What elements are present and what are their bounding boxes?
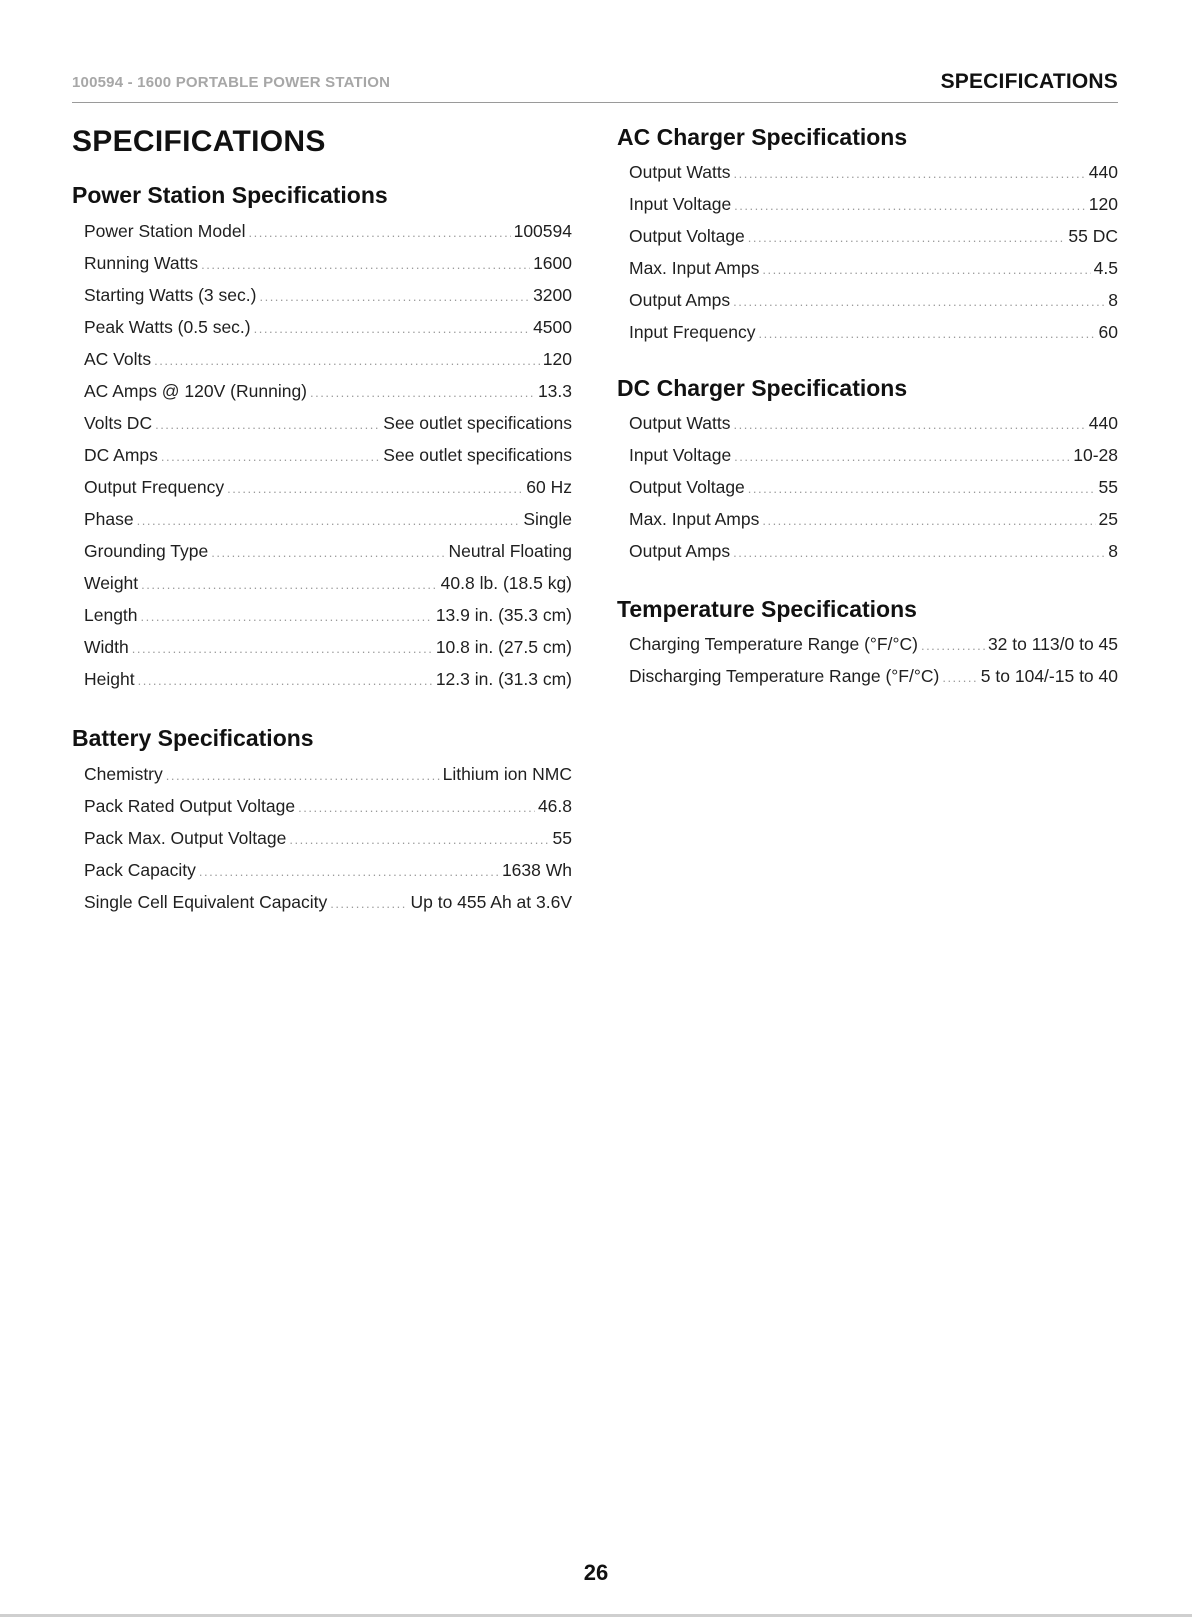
spec-value: 4.5 bbox=[1093, 258, 1118, 278]
chapter-title: SPECIFICATIONS bbox=[940, 70, 1118, 93]
spec-value: 5 to 104/-15 to 40 bbox=[980, 666, 1118, 686]
temperature-specifications bbox=[617, 594, 1118, 692]
dot-leader bbox=[733, 158, 1085, 190]
spec-value: 8 bbox=[1108, 290, 1118, 310]
dot-leader bbox=[227, 473, 523, 505]
dot-leader bbox=[141, 569, 438, 601]
spec-value: Lithium ion NMC bbox=[442, 764, 572, 784]
spec-label: Output Frequency bbox=[84, 477, 225, 497]
dot-leader bbox=[921, 630, 985, 662]
spec-row bbox=[84, 311, 572, 343]
dc-charger-specifications bbox=[617, 373, 1118, 567]
spec-row bbox=[84, 471, 572, 503]
spec-row bbox=[84, 247, 572, 279]
spec-row bbox=[629, 439, 1118, 471]
page-number: 26 bbox=[583, 1560, 609, 1585]
dot-leader bbox=[310, 377, 535, 409]
spec-row bbox=[84, 886, 572, 918]
spec-value: 60 bbox=[1098, 322, 1118, 342]
spec-value: Neutral Floating bbox=[448, 541, 572, 561]
spec-label: Max. Input Amps bbox=[629, 258, 760, 278]
spec-value: 13.9 in. (35.3 cm) bbox=[435, 605, 572, 625]
spec-row bbox=[84, 631, 572, 663]
spec-value: 440 bbox=[1088, 413, 1118, 433]
spec-row bbox=[84, 663, 572, 695]
dot-leader bbox=[161, 441, 380, 473]
spec-value: 60 Hz bbox=[526, 477, 572, 497]
spec-label: Single Cell Equivalent Capacity bbox=[84, 892, 328, 912]
dot-leader bbox=[254, 313, 530, 345]
spec-label: Height bbox=[84, 669, 135, 689]
spec-row bbox=[629, 156, 1118, 188]
spec-list bbox=[629, 628, 1118, 692]
spec-row bbox=[629, 284, 1118, 316]
dot-leader bbox=[199, 856, 499, 888]
power-station-specifications bbox=[72, 180, 572, 695]
spec-value: 40.8 lb. (18.5 kg) bbox=[440, 573, 572, 593]
dot-leader bbox=[762, 254, 1090, 286]
section-title: AC Charger Specifications bbox=[617, 124, 908, 150]
spec-value: 8 bbox=[1108, 541, 1118, 561]
dot-leader bbox=[141, 601, 433, 633]
spec-label: AC Volts bbox=[84, 349, 152, 369]
spec-value: 1600 bbox=[533, 253, 572, 273]
dot-leader bbox=[248, 217, 510, 249]
dot-leader bbox=[259, 281, 530, 313]
spec-label: Max. Input Amps bbox=[629, 509, 760, 529]
spec-label: AC Amps @ 120V (Running) bbox=[84, 381, 308, 401]
dot-leader bbox=[734, 190, 1086, 222]
spec-list bbox=[629, 407, 1118, 567]
spec-value: 1638 Wh bbox=[501, 860, 572, 880]
spec-row bbox=[84, 758, 572, 790]
spec-label: Pack Max. Output Voltage bbox=[84, 828, 287, 848]
spec-value: 120 bbox=[542, 349, 572, 369]
spec-label: Discharging Temperature Range (°F/°C) bbox=[629, 666, 940, 686]
spec-label: Charging Temperature Range (°F/°C) bbox=[629, 634, 918, 654]
dot-leader bbox=[762, 505, 1095, 537]
spec-row bbox=[84, 343, 572, 375]
spec-row bbox=[629, 535, 1118, 567]
dot-leader bbox=[138, 665, 433, 697]
document-title: 100594 - 1600 PORTABLE POWER STATION bbox=[72, 74, 391, 91]
dot-leader bbox=[289, 824, 549, 856]
spec-label: Running Watts bbox=[84, 253, 199, 273]
spec-value: 55 bbox=[1098, 477, 1118, 497]
spec-value: 55 DC bbox=[1068, 226, 1118, 246]
dot-leader bbox=[201, 249, 530, 281]
dot-leader bbox=[330, 888, 407, 920]
spec-row bbox=[629, 188, 1118, 220]
dot-leader bbox=[942, 662, 977, 694]
dot-leader bbox=[137, 505, 521, 537]
dot-leader bbox=[154, 345, 540, 377]
spec-row bbox=[84, 215, 572, 247]
section-title: Battery Specifications bbox=[72, 725, 314, 751]
left-column bbox=[72, 122, 572, 918]
spec-label: Peak Watts (0.5 sec.) bbox=[84, 317, 251, 337]
spec-row bbox=[629, 628, 1118, 660]
spec-row bbox=[84, 854, 572, 886]
section-title: Temperature Specifications bbox=[617, 596, 917, 622]
dot-leader bbox=[211, 537, 445, 569]
spec-label: Output Voltage bbox=[629, 226, 745, 246]
spec-label: Input Voltage bbox=[629, 445, 732, 465]
dot-leader bbox=[733, 409, 1085, 441]
dot-leader bbox=[298, 792, 535, 824]
dot-leader bbox=[166, 760, 440, 792]
spec-label: Phase bbox=[84, 509, 134, 529]
spec-row bbox=[84, 599, 572, 631]
spec-row bbox=[629, 660, 1118, 692]
dot-leader bbox=[748, 222, 1066, 254]
spec-label: Pack Capacity bbox=[84, 860, 196, 880]
spec-value: 12.3 in. (31.3 cm) bbox=[435, 669, 572, 689]
battery-specifications bbox=[72, 723, 572, 918]
spec-row bbox=[84, 822, 572, 854]
spec-label: Length bbox=[84, 605, 138, 625]
right-column bbox=[617, 122, 1118, 692]
section-title: Power Station Specifications bbox=[72, 182, 388, 208]
spec-value: See outlet specifications bbox=[383, 445, 572, 465]
spec-label: Volts DC bbox=[84, 413, 153, 433]
dot-leader bbox=[733, 286, 1105, 318]
spec-row bbox=[84, 407, 572, 439]
spec-value: 32 to 113/0 to 45 bbox=[987, 634, 1118, 654]
spec-row bbox=[84, 790, 572, 822]
spec-value: 10.8 in. (27.5 cm) bbox=[435, 637, 572, 657]
spec-list bbox=[84, 758, 572, 918]
spec-row bbox=[629, 471, 1118, 503]
spec-label: Output Amps bbox=[629, 290, 731, 310]
spec-value: 3200 bbox=[533, 285, 572, 305]
spec-value: 4500 bbox=[533, 317, 572, 337]
spec-label: Width bbox=[84, 637, 129, 657]
dot-leader bbox=[155, 409, 380, 441]
spec-row bbox=[84, 279, 572, 311]
spec-label: Chemistry bbox=[84, 764, 163, 784]
spec-value: 13.3 bbox=[537, 381, 572, 401]
dot-leader bbox=[748, 473, 1096, 505]
spec-list bbox=[629, 156, 1118, 348]
spec-value: Single bbox=[523, 509, 572, 529]
page-title: SPECIFICATIONS bbox=[72, 125, 326, 158]
spec-value: Up to 455 Ah at 3.6V bbox=[410, 892, 572, 912]
spec-label: Output Amps bbox=[629, 541, 731, 561]
spec-row bbox=[84, 567, 572, 599]
spec-row bbox=[84, 535, 572, 567]
spec-label: Pack Rated Output Voltage bbox=[84, 796, 296, 816]
dot-leader bbox=[734, 441, 1070, 473]
spec-row bbox=[629, 252, 1118, 284]
spec-value: 25 bbox=[1098, 509, 1118, 529]
dot-leader bbox=[132, 633, 433, 665]
spec-value: 46.8 bbox=[537, 796, 572, 816]
spec-value: 120 bbox=[1088, 194, 1118, 214]
spec-row bbox=[84, 375, 572, 407]
spec-label: Input Frequency bbox=[629, 322, 756, 342]
spec-row bbox=[629, 503, 1118, 535]
ac-charger-specifications bbox=[617, 122, 1118, 348]
spec-value: 10-28 bbox=[1073, 445, 1118, 465]
spec-label: DC Amps bbox=[84, 445, 158, 465]
spec-row bbox=[84, 503, 572, 535]
spec-label: Output Watts bbox=[629, 162, 731, 182]
spec-label: Input Voltage bbox=[629, 194, 732, 214]
spec-value: 440 bbox=[1088, 162, 1118, 182]
spec-label: Power Station Model bbox=[84, 221, 246, 241]
page-header bbox=[72, 66, 1118, 103]
spec-row bbox=[629, 220, 1118, 252]
spec-label: Starting Watts (3 sec.) bbox=[84, 285, 257, 305]
spec-list bbox=[84, 215, 572, 695]
spec-label: Grounding Type bbox=[84, 541, 209, 561]
spec-value: See outlet specifications bbox=[383, 413, 572, 433]
spec-value: 100594 bbox=[513, 221, 572, 241]
spec-label: Output Watts bbox=[629, 413, 731, 433]
spec-row bbox=[629, 407, 1118, 439]
spec-row bbox=[629, 316, 1118, 348]
dot-leader bbox=[758, 318, 1095, 350]
spec-row bbox=[84, 439, 572, 471]
section-title: DC Charger Specifications bbox=[617, 375, 908, 401]
dot-leader bbox=[733, 537, 1105, 569]
spec-value: 55 bbox=[552, 828, 572, 848]
spec-label: Output Voltage bbox=[629, 477, 745, 497]
spec-label: Weight bbox=[84, 573, 139, 593]
